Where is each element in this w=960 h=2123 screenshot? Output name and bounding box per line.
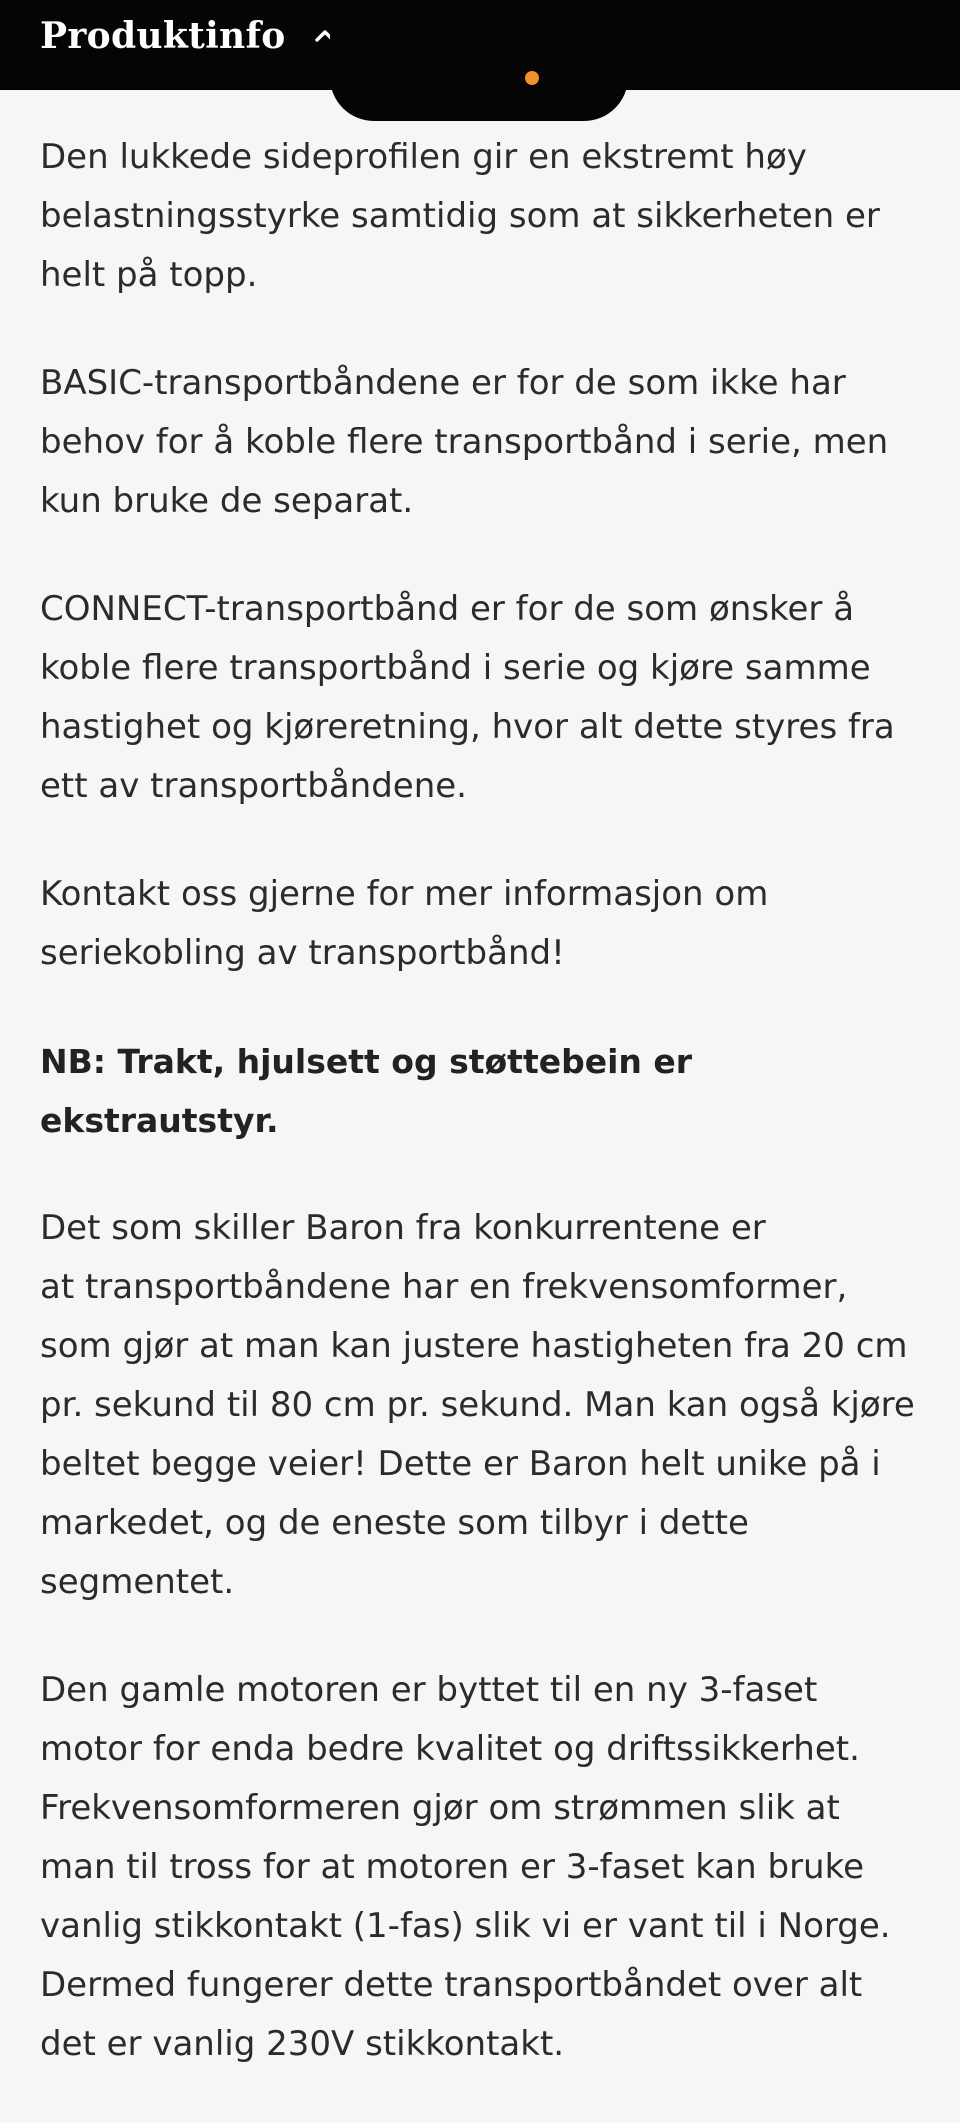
product-description <box>40 128 940 2123</box>
paragraph-accessories-note: NB: Trakt, hjulsett og støttebein er ekstrautstyr. <box>40 1042 693 1140</box>
product-info-toggle[interactable] <box>40 10 338 62</box>
section-title: Produktinfo <box>40 15 286 57</box>
paragraph-side-profile: Den lukkede sideprofilen gir en ekstremt høy belastningsstyrke samtidig som at sikkerheten er helt på topp. <box>40 137 880 295</box>
paragraph-basic: BASIC-transportbåndene er for de som ikke har behov for å koble flere transportbånd i serie, men kun bruke de separat. <box>40 363 889 521</box>
camera-indicator-dot <box>525 71 539 85</box>
paragraph-frequency-converter: Det som skiller Baron fra konkurrentene er at transportbåndene har en frekvensomformer, som gjør at man kan justere hastigheten fra 20 cm pr. sekund til 80 cm pr. sekund. Man kan også kjøre beltet begge veier! Dette er Baron helt unike på i markedet, og de eneste som tilbyr i dette segmentet. <box>40 1208 915 1602</box>
camera-notch <box>330 33 628 121</box>
paragraph-contact: Kontakt oss gjerne for mer informasjon om seriekobling av transportbånd! <box>40 874 769 973</box>
paragraph-motor: Den gamle motoren er byttet til en ny 3-faset motor for enda bedre kvalitet og driftssikkerhet. Frekvensomformeren gjør om strømmen slik at man til tross for at motoren er 3-faset kan bruke vanlig stikkontakt (1-fas) slik vi er vant til i Norge. Dermed fungerer dette transportbåndet over alt det er vanlig 230V stikkontakt. <box>40 1670 891 2064</box>
paragraph-connect: CONNECT-transportbånd er for de som ønsker å koble flere transportbånd i serie og kjøre samme hastighet og kjøreretning, hvor alt dette styres fra ett av transportbåndene. <box>40 589 895 806</box>
